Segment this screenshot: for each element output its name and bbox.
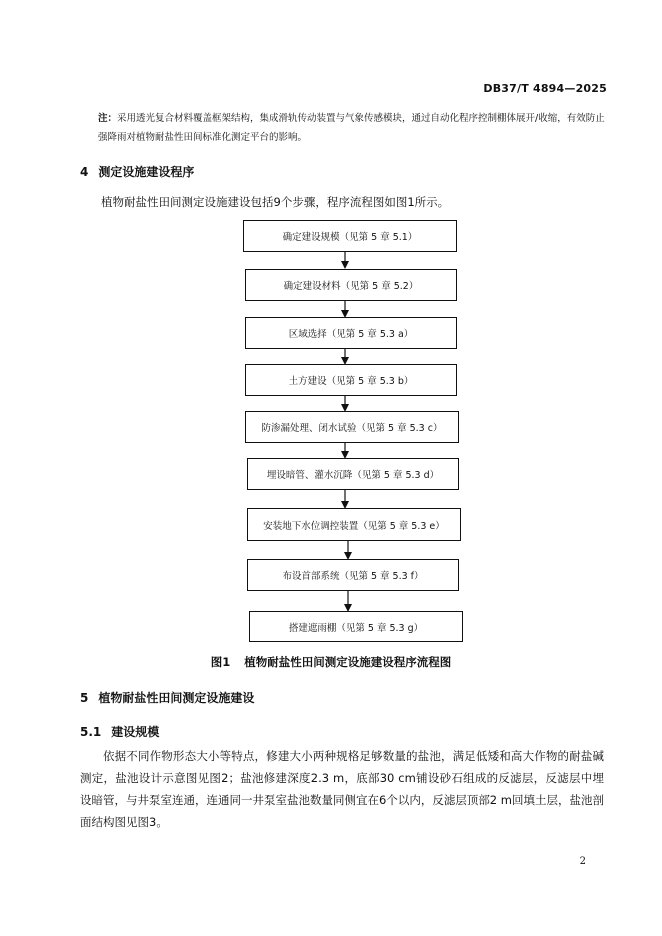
section-5-1-heading — [80, 723, 159, 740]
section-5-number: 5 — [80, 691, 89, 705]
flow-step-8: 布设首部系统（见第 5 章 5.3 f） — [247, 559, 459, 591]
section-4-title: 测定设施建设程序 — [98, 165, 195, 179]
flow-step-5: 防渗漏处理、闭水试验（见第 5 章 5.3 c） — [245, 411, 459, 443]
figure-title: 植物耐盐性田间测定设施建设程序流程图 — [244, 655, 452, 669]
page-number: 2 — [579, 856, 586, 867]
section-5-title: 植物耐盐性田间测定设施建设 — [98, 691, 255, 705]
figure-number: 图1 — [210, 655, 231, 669]
section-5-heading — [80, 689, 254, 706]
flow-step-3: 区域选择（见第 5 章 5.3 a） — [245, 317, 457, 349]
body-paragraph: 依据不同作物形态大小等特点，修建大小两种规格足够数量的盐池，满足低矮和高大作物的耐盐碱测定，盐池设计示意图见图2；盐池修建深度2.3 m，底部30 cm铺设砂石组成的反滤层，反滤层中埋设暗管，与井泵室连通，连通同一井泵室盐池数量同侧宜在6个以内，反滤层顶部2 m回填土层，盐池剖面结构图见图3。 — [80, 749, 604, 829]
flow-step-1: 确定建设规模（见第 5 章 5.1） — [243, 220, 457, 252]
flow-step-4: 土方建设（见第 5 章 5.3 b） — [245, 364, 457, 396]
flow-step-6: 埋设暗管、灌水沉降（见第 5 章 5.3 d） — [247, 458, 459, 490]
note-text: 采用透光复合材料覆盖框架结构，集成滑轨传动装置与气象传感模块，通过自动化程序控制棚体展开/收缩，有效防止强降雨对植物耐盐性田间标准化测定平台的影响。 — [98, 113, 605, 143]
intro-text: 植物耐盐性田间测定设施建设包括9个步骤，程序流程图如图1所示。 — [101, 195, 450, 209]
flow-step-9: 搭建遮雨棚（见第 5 章 5.3 g） — [249, 611, 463, 642]
flow-step-7: 安装地下水位调控装置（见第 5 章 5.3 e） — [247, 508, 461, 541]
section-5-1-title: 建设规模 — [111, 725, 160, 739]
flow-step-2: 确定建设材料（见第 5 章 5.2） — [245, 269, 457, 301]
figure-caption — [0, 654, 662, 670]
note-label: 注： — [98, 113, 118, 124]
section-4-number: 4 — [80, 165, 89, 179]
section-5-1-number: 5.1 — [80, 725, 102, 739]
document-id: DB37/T 4894—2025 — [483, 82, 607, 95]
